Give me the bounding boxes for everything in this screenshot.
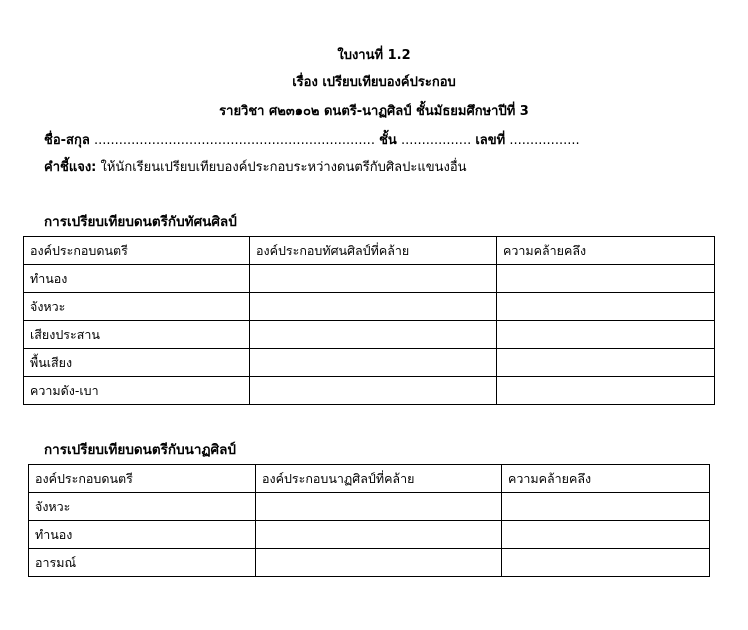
- header-cell: องค์ประกอบทัศนศิลป์ที่คล้าย: [250, 237, 497, 265]
- instruction-text: ให้นักเรียนเปรียบเทียบองค์ประกอบระหว่างดนตรีกับศิลปะแขนงอื่น: [100, 160, 467, 175]
- answer-cell[interactable]: [497, 377, 715, 405]
- table-header-row: [29, 465, 710, 493]
- worksheet-number: ใบงานที่ 1.2: [337, 48, 411, 63]
- name-blank: ....................................................................: [93, 133, 375, 148]
- row-label: เสียงประสาน: [24, 321, 250, 349]
- course-title: รายวิชา ศ๒๓๑๐๒ ดนตรี-นาฏศิลป์ ชั้นมัธยมศึกษาปีที่ 3: [219, 104, 529, 119]
- student-info-line: [44, 129, 580, 150]
- header-cell: องค์ประกอบนาฏศิลป์ที่คล้าย: [256, 465, 502, 493]
- answer-cell[interactable]: [497, 265, 715, 293]
- table-row: [24, 349, 715, 377]
- row-label: ความดัง-เบา: [24, 377, 250, 405]
- table-row: [29, 549, 710, 577]
- row-label: ทำนอง: [29, 521, 256, 549]
- table-row: [29, 493, 710, 521]
- number-label: เลขที่: [475, 133, 506, 148]
- answer-cell[interactable]: [497, 349, 715, 377]
- answer-cell[interactable]: [497, 293, 715, 321]
- answer-cell[interactable]: [256, 549, 502, 577]
- class-label: ชั้น: [379, 133, 397, 148]
- table-row: [24, 377, 715, 405]
- row-label: ทำนอง: [24, 265, 250, 293]
- answer-cell[interactable]: [250, 265, 497, 293]
- table-row: [24, 321, 715, 349]
- class-blank: .................: [400, 133, 472, 148]
- table2-title: การเปรียบเทียบดนตรีกับนาฏศิลป์: [44, 442, 236, 458]
- row-label: พื้นเสียง: [24, 349, 250, 377]
- instruction-line: [44, 156, 467, 177]
- name-label: ชื่อ-สกุล: [44, 133, 90, 148]
- answer-cell[interactable]: [250, 321, 497, 349]
- answer-cell[interactable]: [502, 493, 710, 521]
- answer-cell[interactable]: [256, 493, 502, 521]
- worksheet-topic: เรื่อง เปรียบเทียบองค์ประกอบ: [292, 75, 456, 90]
- number-blank: .................: [509, 133, 580, 148]
- table1-title: การเปรียบเทียบดนตรีกับทัศนศิลป์: [44, 214, 237, 230]
- comparison-table-visual-arts: [23, 236, 715, 405]
- answer-cell[interactable]: [250, 349, 497, 377]
- header-cell: องค์ประกอบดนตรี: [24, 237, 250, 265]
- header-cell: ความคล้ายคลึง: [497, 237, 715, 265]
- row-label: อารมณ์: [29, 549, 256, 577]
- answer-cell[interactable]: [256, 521, 502, 549]
- table-row: [29, 521, 710, 549]
- answer-cell[interactable]: [502, 521, 710, 549]
- table-row: [24, 293, 715, 321]
- answer-cell[interactable]: [250, 293, 497, 321]
- row-label: จังหวะ: [24, 293, 250, 321]
- header-cell: องค์ประกอบดนตรี: [29, 465, 256, 493]
- table-header-row: [24, 237, 715, 265]
- answer-cell[interactable]: [502, 549, 710, 577]
- row-label: จังหวะ: [29, 493, 256, 521]
- comparison-table-dance: [28, 464, 710, 577]
- instruction-label: คำชี้แจง:: [44, 160, 97, 175]
- table-row: [24, 265, 715, 293]
- answer-cell[interactable]: [497, 321, 715, 349]
- answer-cell[interactable]: [250, 377, 497, 405]
- header-cell: ความคล้ายคลึง: [502, 465, 710, 493]
